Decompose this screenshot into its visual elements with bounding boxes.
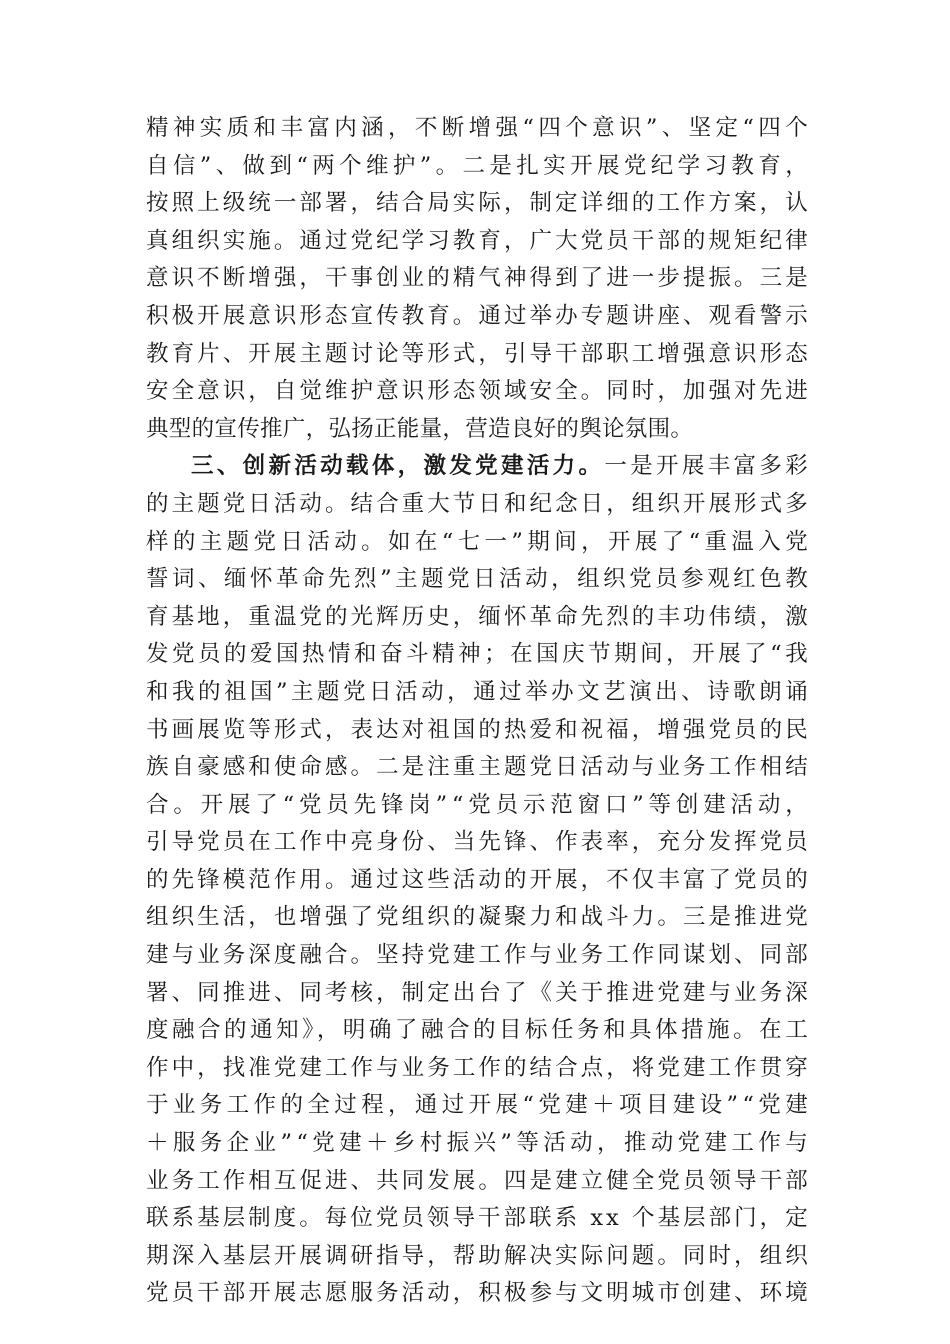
paragraph-ideology-education: [146, 110, 813, 448]
text-line: 度融合的通知》，明确了融合的目标任务和具体措施。在工: [146, 1017, 812, 1044]
text-line: 组织生活，也增强了党组织的凝聚力和战斗力。三是推进党: [146, 904, 811, 931]
text-line: 真组织实施。通过党纪学习教育，广大党员干部的规矩纪律: [146, 227, 811, 254]
text-line: 书画展览等形式，表达对祖国的热爱和祝福，增强党员的民: [146, 716, 811, 743]
text-line: 和我的祖国”主题党日活动，通过举办文艺演出、诗歌朗诵: [146, 678, 812, 705]
text-line: 署、同推进、同考核，制定出台了《关于推进党建与业务深: [146, 979, 811, 1006]
text-line: 引导党员在工作中亮身份、当先锋、作表率，充分发挥党员: [146, 829, 811, 856]
text-line: 合。开展了“党员先锋岗”“党员示范窗口”等创建活动，: [146, 791, 813, 818]
text-line: 教育片、开展主题讨论等形式，引导干部职工增强意识形态: [146, 340, 811, 367]
section-heading: 三、创新活动载体，激发党建活力。: [191, 453, 605, 480]
text-line: 的主题党日活动。结合重大节日和纪念日，组织开展形式多: [146, 490, 811, 517]
text-line: 按照上级统一部署，结合局实际，制定详细的工作方案，认: [146, 190, 811, 217]
text-line: ＋服务企业”“党建＋乡村振兴”等活动，推动党建工作与: [146, 1130, 813, 1157]
text-line: 意识不断增强，干事创业的精气神得到了进一步提振。三是: [146, 265, 811, 292]
text-line: 誓词、缅怀革命先烈”主题党日活动，组织党员参观红色教: [146, 566, 812, 593]
text-line: 党员干部开展志愿服务活动，积极参与文明城市创建、环境: [146, 1280, 811, 1307]
text-line: 积极开展意识形态宣传教育。通过举办专题讲座、观看警示: [146, 302, 811, 329]
text-line: 发党员的爱国热情和奋斗精神；在国庆节期间，开展了“我: [146, 641, 812, 668]
text-line: 联系基层制度。每位党员领导干部联系 xx 个基层部门，定: [146, 1205, 811, 1232]
text-line: 作中，找准党建工作与业务工作的结合点，将党建工作贯穿: [146, 1054, 811, 1081]
text-line: 期深入基层开展调研指导，帮助解决实际问题。同时，组织: [146, 1242, 811, 1269]
document-page: [146, 110, 813, 1313]
paragraph-innovation-activities: [146, 448, 813, 1313]
text-line: 自信”、做到“两个维护”。二是扎实开展党纪学习教育，: [146, 152, 813, 179]
text-line: 建与业务深度融合。坚持党建工作与业务工作同谋划、同部: [146, 942, 811, 969]
text-line: 育基地，重温党的光辉历史，缅怀革命先烈的丰功伟绩，激: [146, 603, 811, 630]
text-line: 业务工作相互促进、共同发展。四是建立健全党员领导干部: [146, 1167, 811, 1194]
heading-line-rest: 一是开展丰富多彩: [604, 453, 812, 480]
text-line: 的先锋模范作用。通过这些活动的开展，不仅丰富了党员的: [146, 866, 811, 893]
text-line: [146, 448, 812, 486]
text-line: 样的主题党日活动。如在“七一”期间，开展了“重温入党: [146, 528, 813, 555]
text-line: 于业务工作的全过程，通过开展“党建＋项目建设”“党建: [146, 1092, 813, 1119]
text-line: 族自豪感和使命感。二是注重主题党日活动与业务工作相结: [146, 754, 811, 781]
text-line: 精神实质和丰富内涵，不断增强“四个意识”、坚定“四个: [146, 115, 813, 141]
text-line: 典型的宣传推广，弘扬正能量，营造良好的舆论氛围。: [146, 415, 694, 442]
text-line: 安全意识，自觉维护意识形态领域安全。同时，加强对先进: [146, 378, 811, 405]
